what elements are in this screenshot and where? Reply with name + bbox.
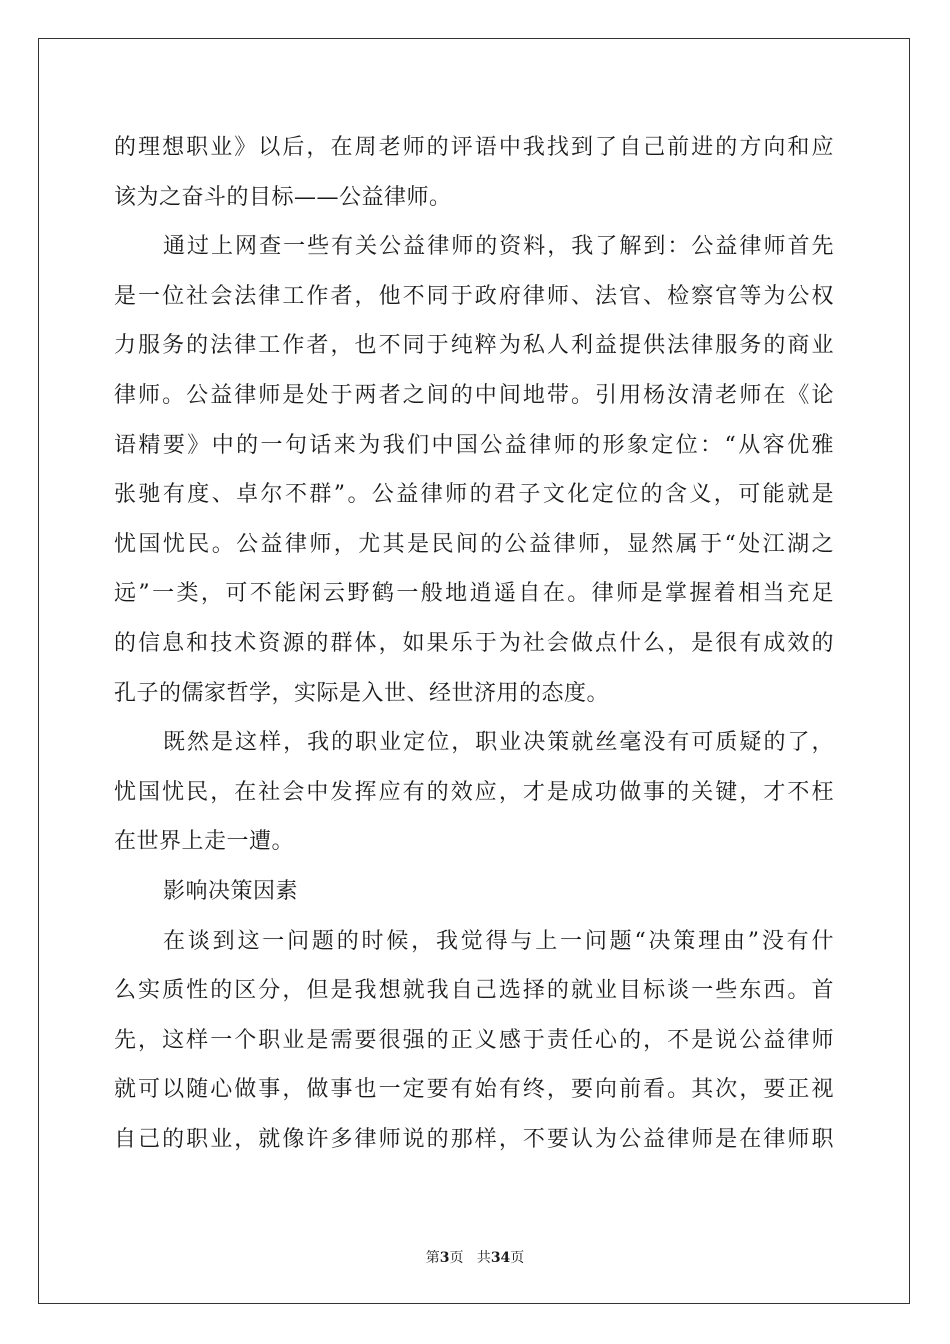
page-prefix: 第 xyxy=(425,1250,440,1266)
text-line: 张驰有度、卓尔不群”。公益律师的君子文化定位的含义，可能就是 xyxy=(114,482,834,508)
text-line: 该为之奋斗的目标——公益律师。 xyxy=(114,184,452,210)
text-line: 律师。公益律师是处于两者之间的中间地带。引用杨汝清老师在《论 xyxy=(114,382,834,408)
text-line: 的信息和技术资源的群体，如果乐于为社会做点什么，是很有成效的 xyxy=(114,630,834,656)
total-pages: 34 xyxy=(490,1250,511,1266)
text-line: 自己的职业，就像许多律师说的那样，不要认为公益律师是在律师职 xyxy=(114,1126,834,1152)
text-line: 在世界上走一遭。 xyxy=(114,829,295,855)
text-line: 么实质性的区分，但是我想就我自己选择的就业目标谈一些东西。首 xyxy=(114,978,834,1004)
text-line: 是一位社会法律工作者，他不同于政府律师、法官、检察官等为公权 xyxy=(114,283,834,309)
text-line: 语精要》中的一句话来为我们中国公益律师的形象定位：“从容优雅 xyxy=(114,432,834,458)
page-suffix: 页 xyxy=(449,1250,464,1266)
text-line: 远”一类，可不能闲云野鹤一般地逍遥自在。律师是掌握着相当充足 xyxy=(114,581,834,607)
total-prefix: 共 xyxy=(476,1250,491,1266)
text-line: 通过上网查一些有关公益律师的资料，我了解到：公益律师首先 xyxy=(163,234,834,260)
text-line: 力服务的法律工作者，也不同于纯粹为私人利益提供法律服务的商业 xyxy=(114,333,834,359)
text-line: 先，这样一个职业是需要很强的正义感于责任心的，不是说公益律师 xyxy=(114,1027,834,1053)
page-number: 3 xyxy=(439,1250,450,1266)
text-line: 就可以随心做事，做事也一定要有始有终，要向前看。其次，要正视 xyxy=(114,1077,834,1103)
page-footer xyxy=(0,1247,950,1267)
total-suffix: 页 xyxy=(510,1250,525,1266)
text-line: 在谈到这一问题的时候，我觉得与上一问题“决策理由”没有什 xyxy=(163,928,834,954)
section-heading: 影响决策因素 xyxy=(163,878,299,904)
text-line: 忧国忧民。公益律师，尤其是民间的公益律师，显然属于“处江湖之 xyxy=(114,531,834,557)
text-line: 忧国忧民，在社会中发挥应有的效应，才是成功做事的关键，才不枉 xyxy=(114,779,834,805)
document-body xyxy=(114,123,834,1164)
text-line: 既然是这样，我的职业定位，职业决策就丝毫没有可质疑的了， xyxy=(163,730,834,756)
text-line: 孔子的儒家哲学，实际是入世、经世济用的态度。 xyxy=(114,680,610,706)
text-line: 的理想职业》以后，在周老师的评语中我找到了自己前进的方向和应 xyxy=(114,135,834,160)
